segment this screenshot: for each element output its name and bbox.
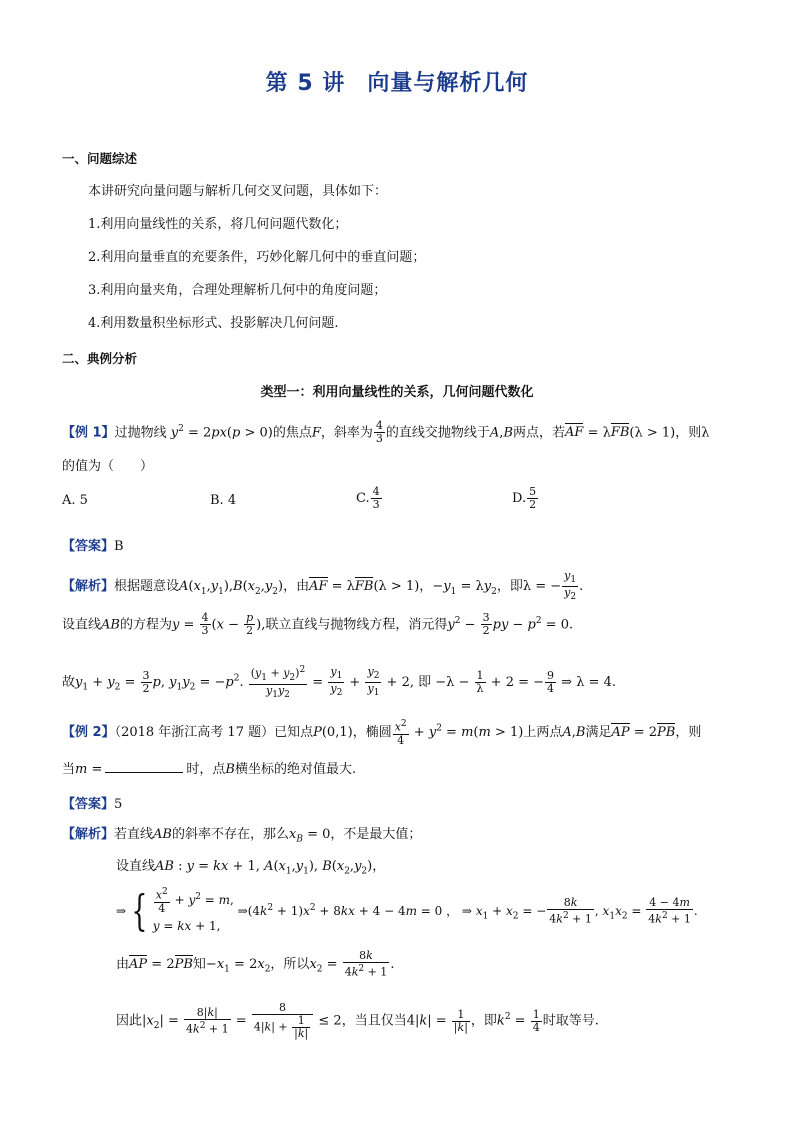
list-item: 2.利用向量垂直的充要条件，巧妙化解几何中的垂直问题； bbox=[88, 250, 426, 265]
ex2-analysis-line4: 由AP = 2PB知$-x_1 = 2x_2$，所以$x_2$ = $\frac{8k}{4k^2 + 1}$ . bbox=[116, 949, 395, 979]
list-item: 4.利用数量积坐标形式、投影解决几何问题. bbox=[88, 316, 339, 331]
ex1-option-b: B. 4 bbox=[210, 493, 237, 508]
ex2-analysis-system: ⇒ { $\frac{x^2}{4}$ + $y^2 = m$, y = kx + 1, $\Rightarrow(4k^2 + 1)x^2 + 8kx + 4 - 4m = 0$ ， ⇒ $x_1 + x_2$ = − $\frac{8k}{4k^2 + 1}$ , $x_1x_2$ = $\frac{4 - 4m}{4k^2 + 1}$ . bbox=[116, 886, 698, 936]
ex2-analysis-line5: 因此$|x_2|$ = $\frac{8|k|}{4k^2 + 1}$ = 8 4|k| + $\frac{1}{|k|}$ ≤ 2，当且仅当4|k| = $\frac{1}{|k|}$ ，即$k^2$ = $\frac{1}{4}$ 时取等号. bbox=[116, 1001, 599, 1040]
type1-heading: 类型一：利用向量线性的关系，几何问题代数化 bbox=[260, 385, 534, 400]
ex1-option-c: C. $\frac{4}{3}$ bbox=[356, 485, 380, 511]
ex1-option-d: D. $\frac{5}{2}$ bbox=[512, 485, 537, 511]
list-item: 1.利用向量线性的关系，将几何问题代数化； bbox=[88, 217, 348, 232]
list-item: 3.利用向量夹角，合理处理解析几何中的角度问题； bbox=[88, 283, 387, 298]
section1-heading: 一、问题综述 bbox=[62, 151, 138, 166]
section1-intro: 本讲研究向量问题与解析几何交叉问题，具体如下： bbox=[88, 184, 388, 199]
section2-heading: 二、典例分析 bbox=[62, 351, 138, 366]
ex1-question-line2: 的值为（ ） bbox=[62, 459, 154, 474]
ex1-answer: 【答案】B bbox=[62, 539, 124, 554]
ex2-question-line1: 【例 2】（2018 年浙江高考 17 题）已知点P(0,1)，椭圆 $\frac{x^2}{4}$ + $y^2 = m(m > 1)$上两点A,B满足AP = 2PB，则 bbox=[62, 719, 702, 747]
ex1-question-line1: 【例 1】过抛物线 $y^2 = 2px(p > 0)$的焦点F，斜率为 $\frac{4}{3}$ 的直线交抛物线于A,B两点，若AF = λFB(λ > 1)，则λ bbox=[62, 419, 710, 446]
page-title: 第 5 讲 向量与解析几何 bbox=[265, 71, 529, 96]
ex1-analysis-line2: 设直线AB的方程为y = $\frac{4}{3}$ (x − $\frac{p}{2}$ ),联立直线与抛物线方程，消元得$y^2$ − $\frac{3}{2}$ py − $p^2 = 0$. bbox=[62, 611, 574, 638]
ex2-analysis-line1: 【解析】若直线AB的斜率不存在，那么$x_B = 0$，不是最大值； bbox=[62, 827, 422, 845]
ex1-analysis-line1: 【解析】根据题意设$A(x_1,y_1),B(x_2,y_2)$，由AF = λFB(λ > 1)，$-y_1 = \lambda y_2$，即λ = − $\frac{y_1}{y_2}$ . bbox=[62, 569, 584, 603]
ex2-answer: 【答案】5 bbox=[62, 797, 123, 812]
ex2-analysis-line2: 设直线AB : y = kx + 1, $A(x_1,y_1)$, $B(x_2,y_2)$， bbox=[116, 859, 386, 877]
ex2-question-line2: 当m = 时，点B横坐标的绝对值最大. bbox=[62, 762, 357, 777]
answer-blank[interactable] bbox=[105, 760, 183, 773]
ex1-option-a: A. 5 bbox=[62, 493, 88, 508]
ex1-analysis-line3: 故$y_1 + y_2$ = $\frac{3}{2}$ p, $y_1y_2 = -p^2$. $\frac{(y_1 + y_2)^2}{y_1y_2}$ = $\frac{y_1}{y_2}$ + $\frac{y_2}{y_1}$ + 2, 即 −λ − $\frac{1}{\lambda}$ + 2 = − $\frac{9}{4}$ ⇒ λ = 4. bbox=[62, 664, 616, 701]
